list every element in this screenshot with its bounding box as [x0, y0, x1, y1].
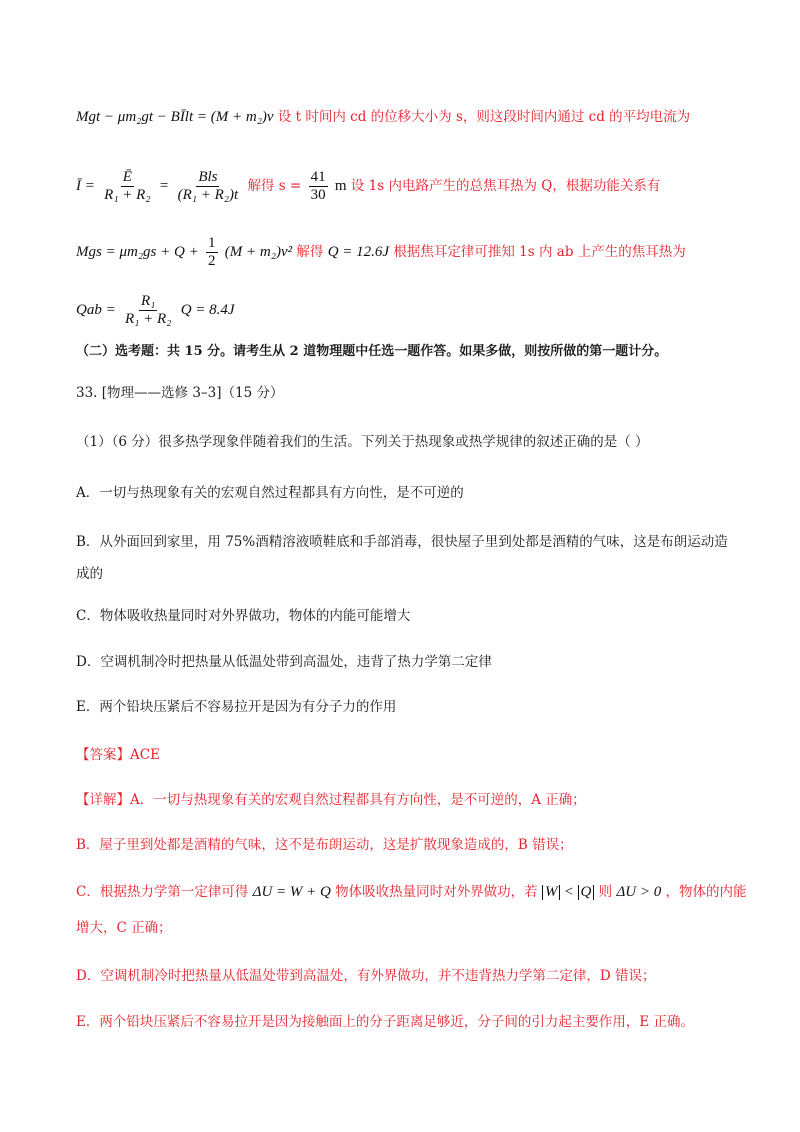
half-numerator: 1: [208, 235, 216, 251]
explanation-d: D．空调机制冷时把热量从低温处带到高温处，有外界做功，并不违背热力学第二定律，D 错误；: [76, 968, 656, 984]
emf-fraction: [102, 169, 152, 204]
explanation-e: E．两个铅块压紧后不容易拉开是因为接触面上的分子距离足够近，分子间的引力起主要作用，E 正确。: [76, 1014, 694, 1030]
explanation-c-then: 则: [598, 884, 613, 900]
qab-result: Q = 8.4J: [180, 302, 235, 318]
joule-heat-text: 设 1s 内电路产生的总焦耳热为 Q，根据功能关系有: [350, 178, 661, 194]
explanation-b: B．屋子里到处都是酒精的气味，这不是布朗运动，这是扩散现象造成的，B 错误；: [76, 837, 573, 853]
option-c: C．物体吸收热量同时对外界做功，物体的内能可能增大: [76, 608, 411, 624]
s-fraction: [309, 169, 328, 204]
abs-q: Q: [578, 885, 595, 900]
equation-energy: [76, 232, 740, 272]
equation-average-current: Ī = $\frac{Ē}{\text{R₁ + R₂}}$ = $\frac{\text{Bls}}{\text{(R₁ + R₂)t}}$ 解得 s = $\frac{41}{30}$ m 设 1s 内电路产生的总焦耳热为 Q，根据功能关系有: [76, 169, 661, 203]
explanation-a: 【详解】A．一切与热现象有关的宏观自然过程都具有方向性，是不可逆的，A 正确；: [76, 792, 586, 808]
qab-numerator: R₁: [141, 293, 156, 309]
explanation-c-suffix: ，物体的内能: [665, 884, 747, 900]
energy-tail: (M + m₂)v²: [224, 244, 293, 260]
equation-qab: [76, 290, 740, 330]
emf-numerator: Ē: [122, 169, 132, 185]
explanation-c-prefix: C．根据热力学第一定律可得: [76, 884, 249, 900]
half-denominator: 2: [208, 253, 216, 269]
solve-s-label: 解得 s =: [247, 178, 302, 194]
displacement-text: 设 t 时间内 cd 的位移大小为 s，则这段时间内通过 cd 的平均电流为: [277, 109, 691, 125]
answer-label: 【答案】ACE: [76, 747, 160, 763]
bls-fraction: [176, 169, 241, 204]
s-unit: m: [334, 178, 347, 194]
q-result: Q = 12.6J: [327, 244, 390, 260]
option-d: D．空调机制冷时把热量从低温处带到高温处，违背了热力学第二定律: [76, 654, 492, 670]
qab-lhs: Qab =: [76, 302, 116, 318]
explanation-c: [76, 882, 747, 902]
less-than-sign: <: [564, 884, 574, 900]
option-e: E．两个铅块压紧后不容易拉开是因为有分子力的作用: [76, 699, 397, 715]
abs-w: W: [542, 885, 561, 900]
delta-u-positive: ΔU > 0: [616, 884, 662, 900]
joule-law-text: 根据焦耳定律可推知 1s 内 ab 上产生的焦耳热为: [393, 244, 686, 260]
explanation-c-middle: 物体吸收热量同时对外界做功，若: [335, 884, 538, 900]
s-numerator: 41: [310, 169, 326, 185]
equation-momentum: [76, 107, 740, 127]
bls-numerator: Bls: [198, 169, 218, 185]
first-law-formula: ΔU = W + Q: [252, 884, 331, 900]
option-b: B．从外面回到家里，用 75%酒精溶液喷鞋底和手部消毒，很快屋子里到处都是酒精的气味，这是布朗运动造成的: [76, 534, 728, 582]
explanation-c-line2: 增大，C 正确；: [76, 920, 172, 936]
question-title: 33. [物理——选修 3–3]（15 分）: [76, 385, 284, 401]
s-denominator: 30: [310, 187, 326, 203]
half-fraction: [206, 235, 218, 270]
option-a: A．一切与热现象有关的宏观自然过程都具有方向性，是不可逆的: [76, 485, 464, 501]
question-stem: （1）（6 分）很多热学现象伴随着我们的生活。下列关于热现象或热学规律的叙述正确的是（ ）: [76, 434, 649, 450]
energy-equation: Mgs = μm₂gs + Q +: [76, 244, 199, 260]
momentum-equation: Mgt − μm₂gt − BĪlt = (M + m₂)v: [76, 109, 274, 125]
section-heading: （二）选考题：共 15 分。请考生从 2 道物理题中任选一题作答。如果多做，则按所做的第一题计分。: [76, 344, 668, 359]
qab-fraction: [123, 293, 173, 328]
solve-q-label: 解得: [296, 244, 324, 260]
bls-denominator: (R₁ + R₂)t: [177, 187, 239, 203]
current-lhs: Ī =: [76, 178, 95, 194]
emf-denominator: R₁ + R₂: [104, 187, 151, 203]
qab-denominator: R₁ + R₂: [125, 311, 172, 327]
